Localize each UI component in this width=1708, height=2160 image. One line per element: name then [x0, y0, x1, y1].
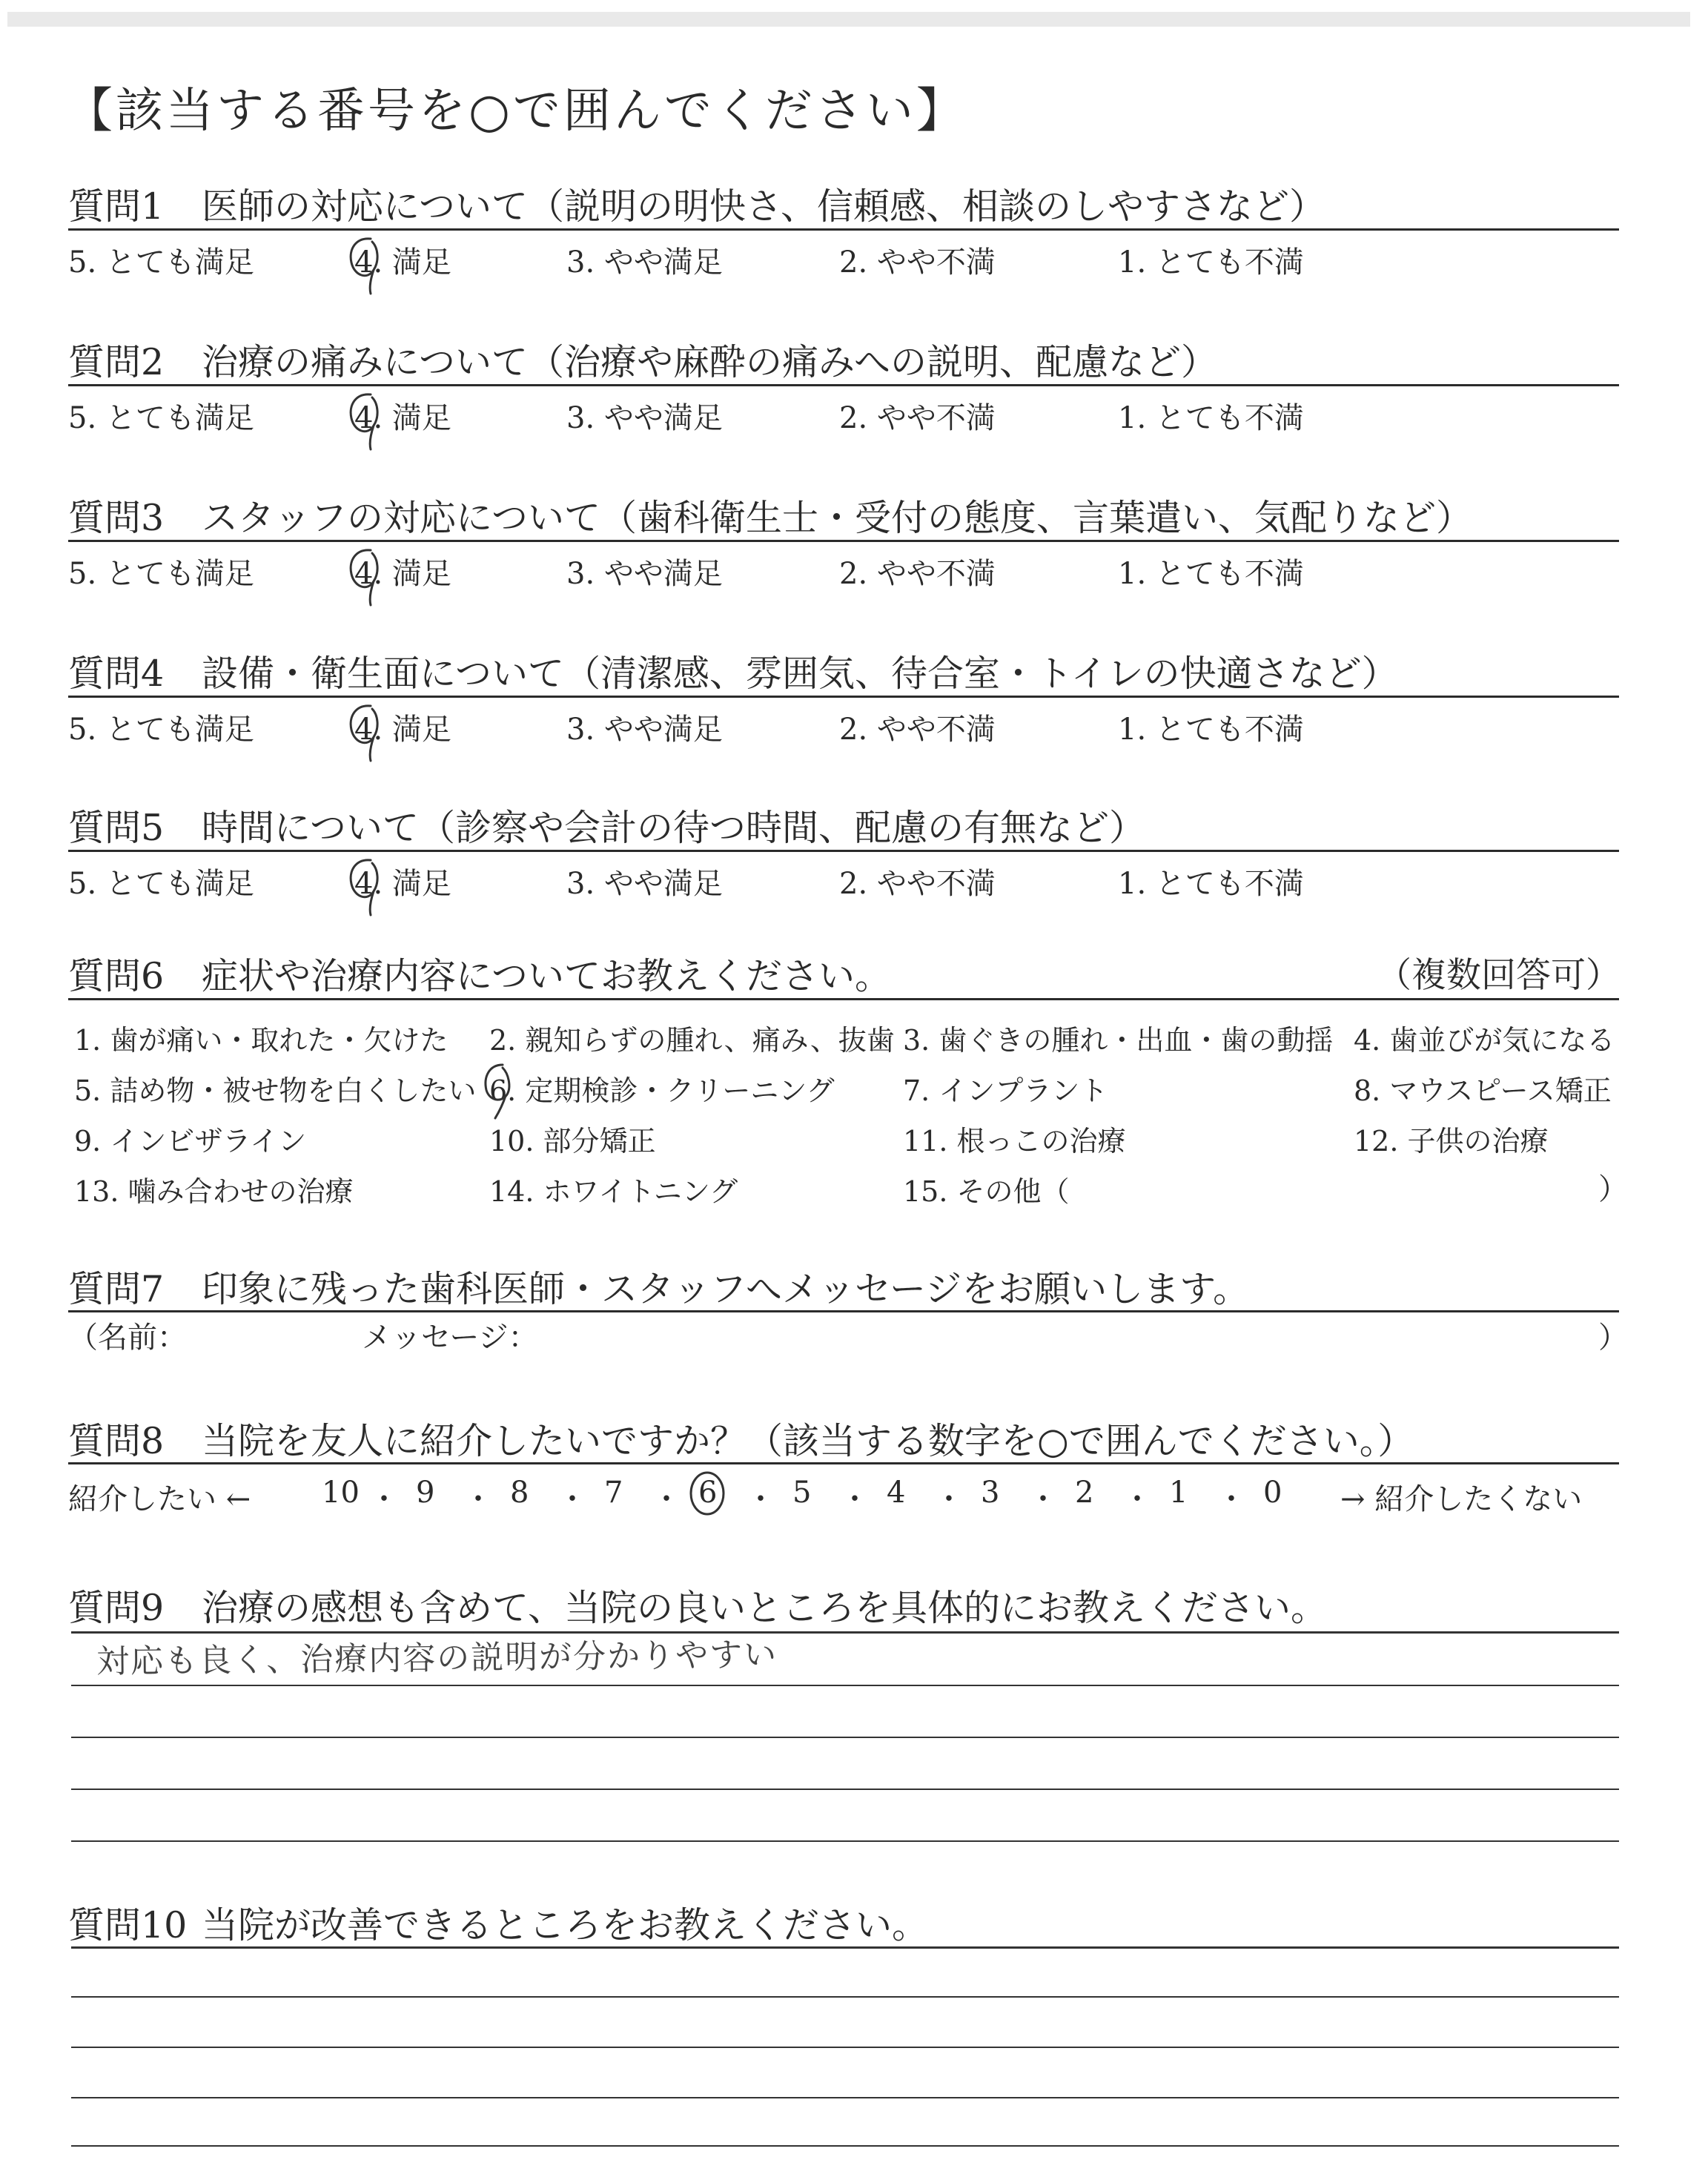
question-label: 質問8	[68, 1420, 165, 1462]
treatment-option[interactable]: 6. 定期検診・クリーニング	[489, 1074, 835, 1107]
question-1	[68, 178, 1325, 230]
question-rule	[68, 540, 1619, 542]
question-rule	[68, 228, 1619, 231]
question-rule	[68, 998, 1619, 1000]
question-10	[68, 1897, 928, 1949]
rating-option[interactable]: 1. とても不満	[1118, 245, 1304, 280]
question-label: 質問9	[68, 1587, 165, 1629]
question-label: 質問10	[68, 1904, 188, 1946]
question-label: 質問2	[68, 341, 165, 383]
other-close-paren: ）	[1598, 1172, 1628, 1206]
question-5	[68, 799, 1145, 851]
rating-option[interactable]: 2. やや不満	[839, 401, 996, 435]
question-label: 質問1	[68, 185, 165, 228]
recommend-score-2[interactable]: 2	[1075, 1476, 1094, 1510]
treatment-option[interactable]: 13. 噛み合わせの治療	[74, 1175, 354, 1208]
rating-option[interactable]: 3. やや満足	[566, 713, 723, 747]
treatment-option[interactable]: 11. 根っこの治療	[903, 1125, 1126, 1157]
treatment-option[interactable]: 15. その他（	[903, 1175, 1070, 1208]
question-text: 治療の感想も含めて、当院の良いところを具体的にお教えください。	[202, 1587, 1328, 1629]
rating-option[interactable]: 1. とても不満	[1118, 557, 1304, 591]
question-text: スタッフの対応について（歯科衛生士・受付の態度、言葉遣い、気配りなど）	[202, 497, 1473, 539]
question-text: 印象に残った歯科医師・スタッフへメッセージをお願いします。	[202, 1268, 1250, 1310]
recommend-score-9[interactable]: 9	[416, 1476, 435, 1510]
question-text: 時間について（診察や会計の待つ時間、配慮の有無など）	[202, 807, 1146, 849]
rating-option[interactable]: 5. とても満足	[68, 245, 254, 280]
scale-separator-dot: ・	[652, 1482, 681, 1516]
rating-option[interactable]: 3. やや満足	[566, 401, 723, 435]
question-6	[68, 948, 891, 1000]
question-label: 質問3	[68, 497, 165, 539]
rating-option[interactable]: 3. やや満足	[566, 867, 723, 901]
scale-separator-dot: ・	[934, 1482, 964, 1516]
question-text: 症状や治療内容についてお教えください。	[202, 955, 892, 997]
rating-option[interactable]: 1. とても不満	[1118, 401, 1304, 435]
scale-separator-dot: ・	[557, 1482, 587, 1516]
scan-top-edge	[7, 12, 1690, 27]
rating-option[interactable]: 2. やや不満	[839, 557, 996, 591]
question-label: 質問7	[68, 1268, 165, 1310]
q9-handwritten-answer: 対応も良く、治療内容の説明が分かりやすい	[96, 1636, 778, 1681]
treatment-option[interactable]: 2. 親知らずの腫れ、痛み、抜歯	[489, 1024, 895, 1057]
rating-option[interactable]: 5. とても満足	[68, 401, 254, 435]
rating-option[interactable]: 5. とても満足	[68, 713, 254, 747]
answer-line	[71, 2097, 1619, 2098]
question-text: 当院が改善できるところをお教えください。	[202, 1904, 929, 1946]
treatment-option[interactable]: 1. 歯が痛い・取れた・欠けた	[74, 1024, 448, 1057]
recommend-score-10[interactable]: 10	[322, 1476, 360, 1510]
recommend-score-6[interactable]: 6	[698, 1476, 718, 1510]
treatment-option[interactable]: 14. ホワイトニング	[489, 1175, 738, 1208]
treatment-option[interactable]: 12. 子供の治療	[1354, 1125, 1549, 1157]
recommend-score-1[interactable]: 1	[1169, 1476, 1188, 1510]
question-4	[68, 645, 1398, 697]
answer-line	[71, 1946, 1619, 1949]
treatment-option[interactable]: 10. 部分矯正	[489, 1125, 656, 1157]
question-3	[68, 489, 1472, 541]
question-rule	[68, 1462, 1619, 1464]
scale-separator-dot: ・	[1028, 1482, 1058, 1516]
question-8	[68, 1413, 1414, 1464]
treatment-option[interactable]: 3. 歯ぐきの腫れ・出血・歯の動揺	[903, 1024, 1334, 1057]
scale-separator-dot: ・	[463, 1482, 493, 1516]
question-rule	[68, 1310, 1619, 1312]
recommend-score-7[interactable]: 7	[604, 1476, 623, 1510]
question-label: 質問4	[68, 653, 165, 695]
rating-option[interactable]: 1. とても不満	[1118, 867, 1304, 901]
treatment-option[interactable]: 4. 歯並びが気になる	[1354, 1024, 1615, 1057]
recommend-score-8[interactable]: 8	[510, 1476, 529, 1510]
recommend-scale-right-label: → 紹介したくない	[1340, 1482, 1583, 1516]
question-label: 質問5	[68, 807, 165, 849]
rating-option[interactable]: 4. 満足	[354, 245, 451, 280]
message-close-paren: ）	[1598, 1321, 1628, 1355]
answer-line	[71, 1840, 1619, 1842]
question-text: 当院を友人に紹介したいですか？（該当する数字を○で囲んでください。）	[202, 1420, 1414, 1462]
rating-option[interactable]: 5. とても満足	[68, 867, 254, 901]
recommend-score-5[interactable]: 5	[792, 1476, 812, 1510]
question-text: 治療の痛みについて（治療や麻酔の痛みへの説明、配慮など）	[202, 341, 1218, 383]
answer-line	[71, 2145, 1619, 2147]
rating-option[interactable]: 2. やや不満	[839, 713, 996, 747]
name-field-label[interactable]: （名前：	[68, 1321, 187, 1355]
rating-option[interactable]: 1. とても不満	[1118, 713, 1304, 747]
question-rule	[68, 696, 1619, 698]
rating-option[interactable]: 3. やや満足	[566, 245, 723, 280]
question-text: 設備・衛生面について（清潔感、雰囲気、待合室・トイレの快適さなど）	[202, 653, 1398, 695]
question-7	[68, 1261, 1249, 1312]
scale-separator-dot: ・	[1122, 1482, 1152, 1516]
answer-line	[71, 2047, 1619, 2048]
rating-option[interactable]: 4. 満足	[354, 867, 451, 901]
answer-line	[71, 1789, 1619, 1790]
rating-option[interactable]: 4. 満足	[354, 557, 451, 591]
rating-option[interactable]: 3. やや満足	[566, 557, 723, 591]
recommend-scale-left-label: 紹介したい ←	[68, 1482, 251, 1516]
scale-separator-dot: ・	[840, 1482, 870, 1516]
scale-separator-dot: ・	[1217, 1482, 1246, 1516]
scale-separator-dot: ・	[369, 1482, 399, 1516]
multiple-answer-note: （複数回答可）	[1377, 955, 1621, 996]
question-9	[68, 1579, 1327, 1631]
answer-line	[71, 1996, 1619, 1998]
page-title: 【該当する番号を○で囲んでください】	[65, 84, 967, 139]
question-rule	[68, 384, 1619, 386]
answer-line	[71, 1737, 1619, 1738]
question-label: 質問6	[68, 955, 165, 997]
scale-separator-dot: ・	[746, 1482, 775, 1516]
rating-option[interactable]: 4. 満足	[354, 713, 451, 747]
recommend-score-3[interactable]: 3	[981, 1476, 1000, 1510]
treatment-option[interactable]: 7. インプラント	[903, 1074, 1108, 1107]
treatment-option[interactable]: 8. マウスピース矯正	[1354, 1074, 1612, 1107]
recommend-score-0[interactable]: 0	[1263, 1476, 1282, 1510]
rating-option[interactable]: 2. やや不満	[839, 245, 996, 280]
rating-option[interactable]: 2. やや不満	[839, 867, 996, 901]
question-text: 医師の対応について（説明の明快さ、信頼感、相談のしやすさなど）	[202, 185, 1326, 228]
question-2	[68, 334, 1217, 386]
rating-option[interactable]: 5. とても満足	[68, 557, 254, 591]
recommend-score-4[interactable]: 4	[887, 1476, 906, 1510]
question-rule	[68, 850, 1619, 852]
answer-line	[71, 1685, 1619, 1686]
rating-option[interactable]: 4. 満足	[354, 401, 451, 435]
message-field-label[interactable]: メッセージ：	[362, 1321, 538, 1355]
treatment-option[interactable]: 9. インビザライン	[74, 1125, 307, 1157]
treatment-option[interactable]: 5. 詰め物・被せ物を白くしたい	[74, 1074, 477, 1107]
